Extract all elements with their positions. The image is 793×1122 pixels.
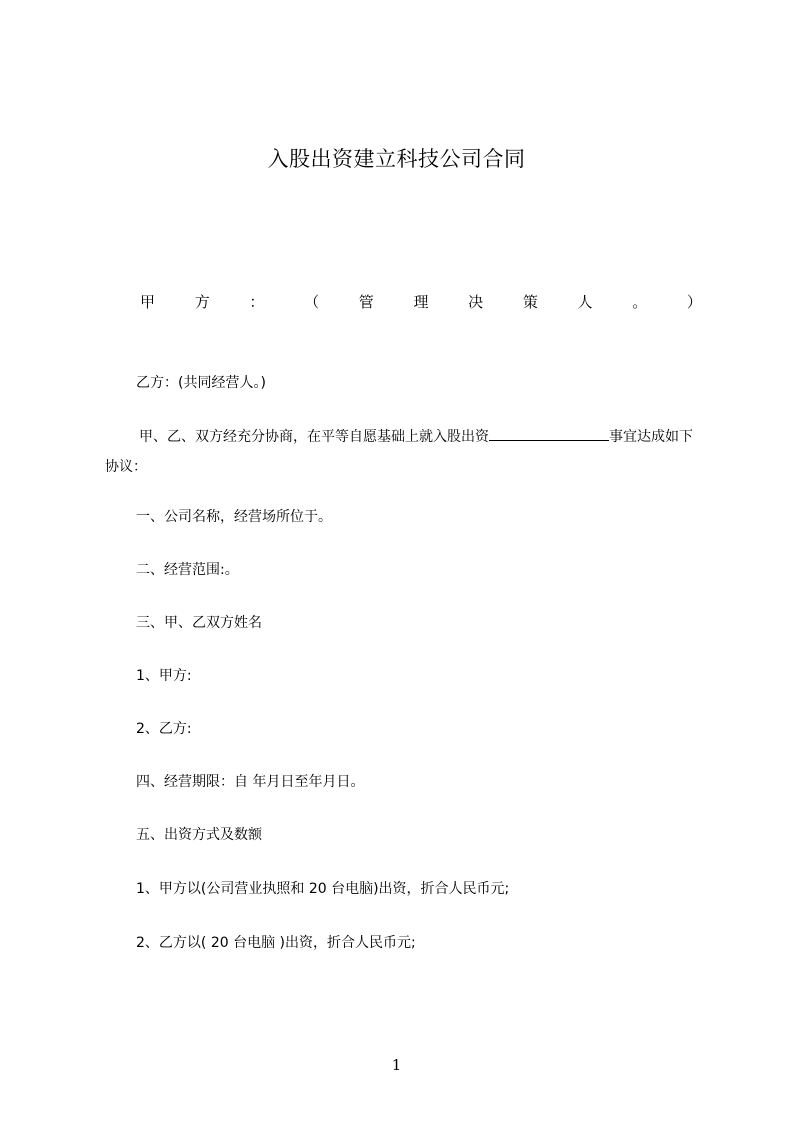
clause-3: 三、甲、乙双方姓名 bbox=[136, 615, 262, 631]
clause-3-party-b: 2、乙方: bbox=[136, 721, 192, 737]
clause-5-party-a: 1、甲方以(公司营业执照和 20 台电脑)出资，折合人民币元; bbox=[136, 881, 510, 897]
clause-2: 二、经营范围:。 bbox=[136, 562, 239, 578]
intro-text-after: 事宜达成如下协议： bbox=[105, 429, 693, 475]
party-a-line bbox=[140, 291, 702, 312]
party-a-char: 甲 bbox=[140, 293, 156, 311]
party-a-char: 管 bbox=[358, 293, 374, 311]
party-a-char: ） bbox=[686, 293, 702, 311]
clause-5-party-b: 2、乙方以( 20 台电脑 )出资，折合人民币元; bbox=[136, 935, 416, 951]
clause-1: 一、公司名称，经营场所位于。 bbox=[136, 509, 332, 525]
party-a-char: ： bbox=[249, 293, 265, 311]
clause-3-party-a: 1、甲方: bbox=[136, 668, 192, 684]
clause-4: 四、经营期限：自 年月日至年月日。 bbox=[136, 774, 365, 790]
party-a-char: （ bbox=[304, 293, 320, 311]
party-a-char: 人 bbox=[577, 293, 593, 311]
clause-5: 五、出资方式及数额 bbox=[136, 827, 262, 843]
document-title: 入股出资建立科技公司合同 bbox=[267, 147, 526, 171]
party-a-char: 。 bbox=[632, 293, 648, 311]
party-a-char: 策 bbox=[522, 293, 538, 311]
intro-text-before: 甲、乙、双方经充分协商，在平等自愿基础上就入股出资 bbox=[139, 429, 489, 445]
party-a-char: 方 bbox=[194, 293, 210, 311]
page-number: 1 bbox=[391, 1056, 402, 1074]
intro-paragraph bbox=[105, 422, 701, 482]
party-a-char: 决 bbox=[468, 293, 484, 311]
party-b-line: 乙方：(共同经营人。) bbox=[136, 375, 266, 391]
fill-in-blank bbox=[489, 426, 609, 441]
party-a-char: 理 bbox=[413, 293, 429, 311]
